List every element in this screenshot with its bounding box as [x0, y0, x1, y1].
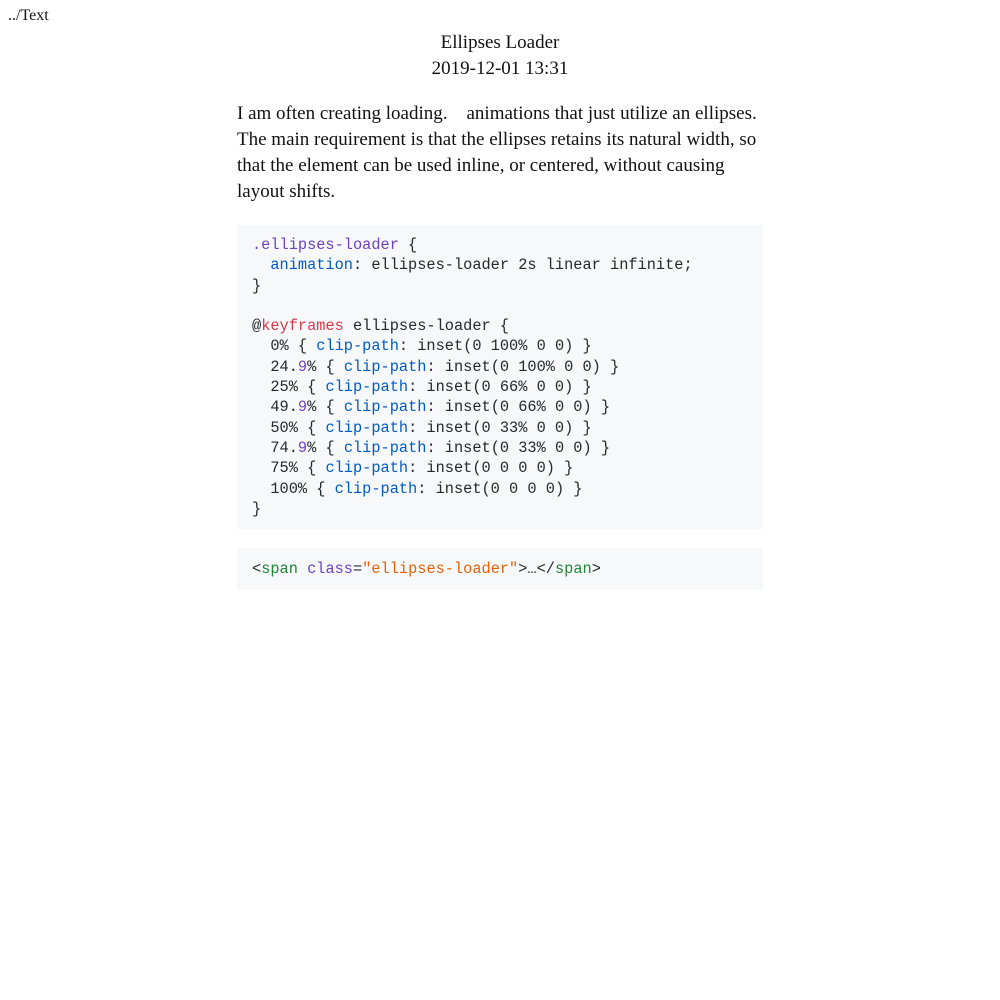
code-token: : inset(0 0 0 0) } [408, 459, 574, 478]
code-token: < [252, 560, 262, 579]
code-token: 75% { [252, 459, 326, 478]
code-token: } [252, 499, 262, 518]
code-token: > [591, 560, 601, 579]
code-token: clip-path [316, 337, 399, 356]
code-token: clip-path [325, 378, 409, 397]
code-line [252, 479, 748, 499]
code-line [252, 458, 748, 478]
code-token: clip-path [325, 459, 409, 478]
code-line [252, 418, 748, 438]
code-token: 9 [297, 398, 308, 417]
css-code-block [237, 225, 763, 529]
code-token: 100% { [252, 479, 335, 498]
code-line [252, 357, 748, 377]
code-token: : inset(0 66% 0 0) } [426, 398, 611, 417]
code-line [252, 377, 748, 397]
code-token: clip-path [343, 438, 427, 457]
code-token: >…</ [518, 560, 555, 579]
page-title: Ellipses Loader [440, 32, 560, 53]
code-token: 0% { [252, 337, 317, 356]
code-token: 50% { [252, 418, 326, 437]
code-line [252, 255, 748, 275]
code-token: : inset(0 100% 0 0) } [398, 337, 592, 356]
code-token: : inset(0 33% 0 0) } [408, 418, 592, 437]
html-code-block [237, 548, 763, 590]
intro-paragraph: I am often creating loading. animations that just utilize an ellipses. The main requirement is that the ellipses retains its natural width, so that the element can be used inline, or centered, without causing layout shifts. [237, 103, 757, 202]
code-token: : ellipses-loader 2s linear infinite; [352, 256, 693, 275]
code-token: span [261, 560, 298, 579]
code-token: % { [307, 357, 344, 376]
code-token: % { [307, 398, 344, 417]
code-line [252, 276, 748, 296]
code-line [252, 397, 748, 417]
code-token: .ellipses-loader [252, 236, 399, 254]
post-date: 2019-12-01 13:31 [431, 58, 569, 79]
code-token: keyframes [261, 317, 344, 336]
code-token: 49. [252, 398, 298, 417]
code-token [298, 560, 307, 578]
code-token: @ [252, 317, 262, 336]
code-token: : inset(0 66% 0 0) } [408, 378, 592, 397]
code-token [252, 256, 270, 274]
code-line [252, 296, 748, 316]
code-token: span [554, 560, 592, 579]
back-link[interactable]: ../Text [8, 7, 49, 24]
code-token: clip-path [325, 418, 409, 437]
code-token: 9 [297, 438, 308, 457]
code-token: animation [270, 256, 353, 275]
article-header [237, 30, 763, 82]
code-token: clip-path [343, 398, 427, 417]
code-token: 9 [297, 357, 308, 376]
code-token: : inset(0 33% 0 0) } [426, 438, 611, 457]
code-token: = [353, 560, 363, 579]
code-token: 74. [252, 438, 298, 457]
code-line [252, 438, 748, 458]
code-token: % { [307, 438, 344, 457]
code-token: 24. [252, 357, 298, 376]
code-token: class [307, 560, 353, 579]
code-token: : inset(0 100% 0 0) } [426, 357, 620, 376]
code-token: } [252, 276, 262, 295]
code-token: clip-path [343, 357, 427, 376]
code-token: clip-path [334, 479, 418, 498]
code-token: : inset(0 0 0 0) } [417, 479, 583, 498]
code-line [252, 499, 748, 519]
code-line [252, 336, 748, 356]
article [237, 30, 763, 590]
code-line [252, 316, 748, 336]
code-token: { [398, 236, 418, 254]
code-line [252, 235, 748, 255]
code-token: "ellipses-loader" [362, 560, 519, 579]
code-line [252, 559, 748, 579]
code-token: ellipses-loader { [343, 317, 510, 336]
code-token: 25% { [252, 378, 326, 397]
